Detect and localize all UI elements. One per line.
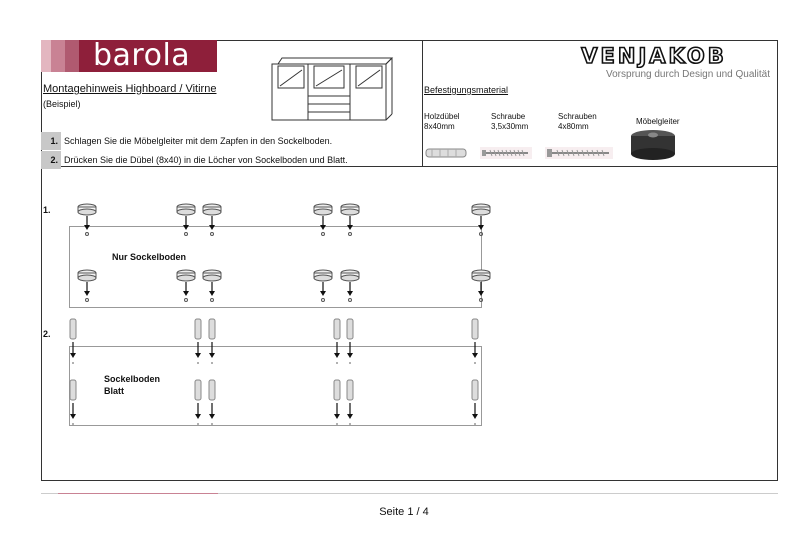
dowel-mark [70, 380, 76, 425]
document-subtitle: (Beispiel) [43, 99, 81, 109]
base-board-2-label: Sockelboden Blatt [104, 374, 161, 396]
step-1-number: 1. [41, 132, 61, 150]
dowel-mark [195, 319, 201, 364]
dowel-icon [424, 146, 468, 160]
logo-text: VENJAKOB [581, 44, 727, 68]
dowel-mark [347, 319, 353, 364]
venjakob-logo [538, 44, 770, 68]
highboard-sketch [268, 52, 394, 122]
glider-mark [78, 204, 96, 236]
material-screw-label: Schraube 3,5x30mm [491, 112, 529, 131]
glider-mark [472, 270, 490, 302]
glider-placement-diagram [60, 198, 500, 310]
dowel-mark [347, 380, 353, 425]
glider-mark [177, 204, 195, 236]
step-1-text: Schlagen Sie die Möbelgleiter mit dem Zapfen in den Sockelboden. [64, 136, 333, 146]
step-2-text: Drücken Sie die Dübel (8x40) in die Löcher von Sockelboden und Blatt. [64, 155, 348, 165]
diagram-step-1-label: 1. [43, 205, 51, 215]
long-screw-icon [545, 147, 613, 159]
diagram-step-2-label: 2. [43, 329, 51, 339]
header-vertical-divider [422, 40, 423, 166]
dowel-placement-diagram [60, 314, 500, 426]
screw-icon [480, 147, 532, 159]
dowel-mark [472, 319, 478, 364]
glider-mark [341, 204, 359, 236]
document-title: Montagehinweis Highboard / Vitirne [43, 83, 217, 95]
glider-mark [177, 270, 195, 302]
glider-mark [341, 270, 359, 302]
glider-mark [203, 204, 221, 236]
glider-mark [314, 270, 332, 302]
base-board-1-label: Nur Sockelboden [112, 252, 187, 262]
barola-logo [41, 40, 217, 72]
dowel-mark [195, 380, 201, 425]
glider-mark [78, 270, 96, 302]
page-number: Seite 1 / 4 [379, 506, 429, 518]
dowel-mark [334, 380, 340, 425]
dowel-mark [472, 380, 478, 425]
material-dowel-label: Holzdübel 8x40mm [424, 112, 460, 131]
material-heading: Befestigungsmaterial [424, 85, 509, 95]
material-glider-label: Möbelgleiter [636, 117, 680, 126]
dowel-mark [209, 380, 215, 425]
glider-mark [203, 270, 221, 302]
step-2-number: 2. [41, 151, 61, 169]
dowel-mark [209, 319, 215, 364]
dowel-mark [70, 319, 76, 364]
material-screws-label: Schrauben 4x80mm [558, 112, 597, 131]
glider-mark [472, 204, 490, 236]
brand-name: barola [79, 40, 217, 72]
footer-accent [58, 493, 218, 494]
dowel-mark [334, 319, 340, 364]
glider-mark [314, 204, 332, 236]
header-divider [41, 166, 778, 167]
vendor-slogan: Vorsprung durch Design und Qualität [606, 69, 770, 80]
glider-icon [628, 128, 678, 164]
